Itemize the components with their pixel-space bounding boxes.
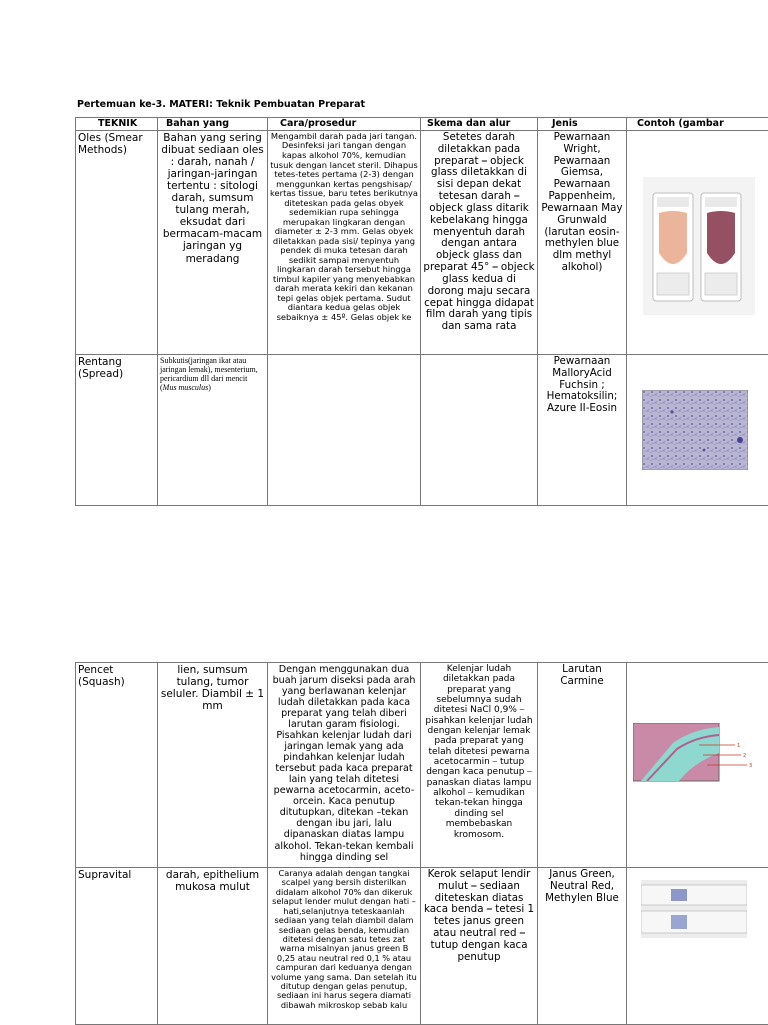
jenis-supravital: Janus Green, Neutral Red, Methylen Blue: [538, 868, 627, 1025]
jenis-oles: Pewarnaan Wright, Pewarnaan Giemsa, Pewarnaan Pappenheim, Pewarnaan May Grunwald (larutan eosin-methylen blue dlm methyl alkohol): [538, 130, 627, 354]
skema-oles: Setetes darah diletakkan pada preparat ⎯ objeck glass diletakkan di sisi depan dekat tetesan darah ⎯ objeck glass ditarik kebelakang hingga menyentuh darah dengan antara objeck glass dan preparat 45° ⎯ objeck glass kedua di dorong maju secara cepat hingga didapat film darah yang tipis dan sama rata: [421, 130, 538, 354]
skema-pencet: Kelenjar ludah diletakkan pada preparat yang sebelumnya sudah ditetesi NaCl 0,9% ⎯ pisahkan kelenjar ludah dengan kelenjar lemak pada preparat yang telah ditetesi pewarna acetocarmin ⎯ tutup dengan kaca penutup ⎯ panaskan diatas lampu alkohol ⎯ kemudikan tekan-tekan hingga dinding sel membebaskan kromosom.: [421, 663, 538, 868]
header-contoh: Contoh (gambar: [627, 118, 768, 131]
bahan-oles: Bahan yang sering dibuat sediaan oles : darah, nanah / jaringan-jaringan tertentu : sitologi darah, sumsum tulang merah, eksudat dari bermacam-macam jaringan yg meradang: [158, 130, 268, 354]
contoh-supravital: [627, 868, 768, 1025]
header-teknik: TEKNIK: [76, 118, 158, 131]
bahan-rentang: [158, 354, 268, 505]
jenis-pencet: Larutan Carmine: [538, 663, 627, 868]
header-jenis: Jenis: [538, 118, 627, 131]
table-row-supravital: [76, 868, 768, 1025]
bahan-rentang-text: Subkutis(jaringan ikat atau jaringan lemak), mesenterium, pericardium dll dari mencit (: [160, 356, 258, 393]
table-header-row: [76, 118, 768, 131]
figure-label-2: 2: [743, 753, 746, 759]
squash-tissue-image: [633, 723, 763, 783]
bahan-rentang-species: Mus musculus: [163, 383, 209, 392]
header-cara: Cara/prosedur: [268, 118, 421, 131]
technique-table-top: [75, 117, 768, 506]
page-title: Pertemuan ke-3. MATERI: Teknik Pembuatan Preparat: [77, 99, 365, 110]
teknik-rentang: Rentang (Spread): [76, 354, 158, 505]
figure-label-1: 1: [737, 743, 740, 749]
contoh-pencet: [627, 663, 768, 868]
spread-tissue-image: [642, 390, 748, 470]
cara-rentang: [268, 354, 421, 505]
table-row-rentang: [76, 354, 768, 505]
bahan-rentang-close: ): [208, 383, 211, 392]
table-row-pencet: [76, 663, 768, 868]
header-bahan: Bahan yang: [158, 118, 268, 131]
jenis-rentang: Pewarnaan MalloryAcid Fuchsin ; Hematoksilin; Azure II-Eosin: [538, 354, 627, 505]
bahan-pencet: lien, sumsum tulang, tumor seluler. Diambil ± 1 mm: [158, 663, 268, 868]
cara-oles: Mengambil darah pada jari tangan. Desinfeksi jari tangan dengan kapas alkohol 70%, kemudian tusuk dengan lancet steril. Dihapus tetes-tetes pertama (2-3) dengan menggunkan kertas pengshisap/ kertas tissue, baru tetes berikutnya diteteskan pada gelas obyek sedemikian rupa sehingga merupakan lingkaran dengan diameter ± 2-3 mm. Gelas obyek diletakkan pada sisi/ tepinya yang pendek di muka tetesan darah sedikit sampai menyentuh lingkaran darah tersebut hingga timbul kapiler yang menyebabkan darah merata kekiri dan kekanan tepi gelas objek pertama. Sudut diantara kedua gelas objek sebaiknya ± 45º. Gelas objek ke: [268, 130, 421, 354]
supravital-slides-image: [641, 880, 747, 938]
teknik-oles: Oles (Smear Methods): [76, 130, 158, 354]
cara-supravital: Caranya adalah dengan tangkai scalpel yang bersih disterilkan didalam alkohol 70% dan dikeruk selaput lender mulut dengan hati – hati,selanjutnya teteskaanlah sediaan yang telah diambil dalam sediaan gelas benda, kemudian ditetesi dengan satu tetes zat warna misalnyan janus green B 0,25 atau neutral red 0,1 % atau campuran dari keduanya dengan volume yang sama. Dan setelah itu ditutup dengan gelas penutup, sediaan ini harus segera diamati dibawah mikroskop sebab kalu: [268, 868, 421, 1025]
bahan-supravital: darah, epithelium mukosa mulut: [158, 868, 268, 1025]
header-skema: Skema dan alur: [421, 118, 538, 131]
teknik-supravital: Supravital: [76, 868, 158, 1025]
figure-label-3: 3: [749, 763, 752, 769]
teknik-pencet: Pencet (Squash): [76, 663, 158, 868]
blood-smear-slides-image: [643, 177, 755, 315]
skema-supravital: Kerok selaput lendir mulut ⎯ sediaan diteteskan diatas kaca benda ⎯ tetesi 1 tetes janus green atau neutral red ⎯ tutup dengan kaca penutup: [421, 868, 538, 1025]
cara-pencet: Dengan menggunakan dua buah jarum diseksi pada arah yang berlawanan kelenjar ludah diletakkan pada kaca preparat yang telah diberi larutan garam fisiologi. Pisahkan kelenjar ludah dari jaringan lemak yang ada pindahkan kelenjar ludah tersebut pada kaca preparat lain yang telah ditetesi pewarna acetocarmin, aceto-orcein. Kaca penutup ditutupkan, ditekan –tekan dengan ibu jari, lalu dipanaskan diatas lampu alkohol. Tekan-tekan kembali hingga dinding sel: [268, 663, 421, 868]
skema-rentang: [421, 354, 538, 505]
table-row-oles: [76, 130, 768, 354]
contoh-oles: [627, 130, 768, 354]
technique-table-bottom: [75, 662, 768, 1025]
contoh-rentang: [627, 354, 768, 505]
